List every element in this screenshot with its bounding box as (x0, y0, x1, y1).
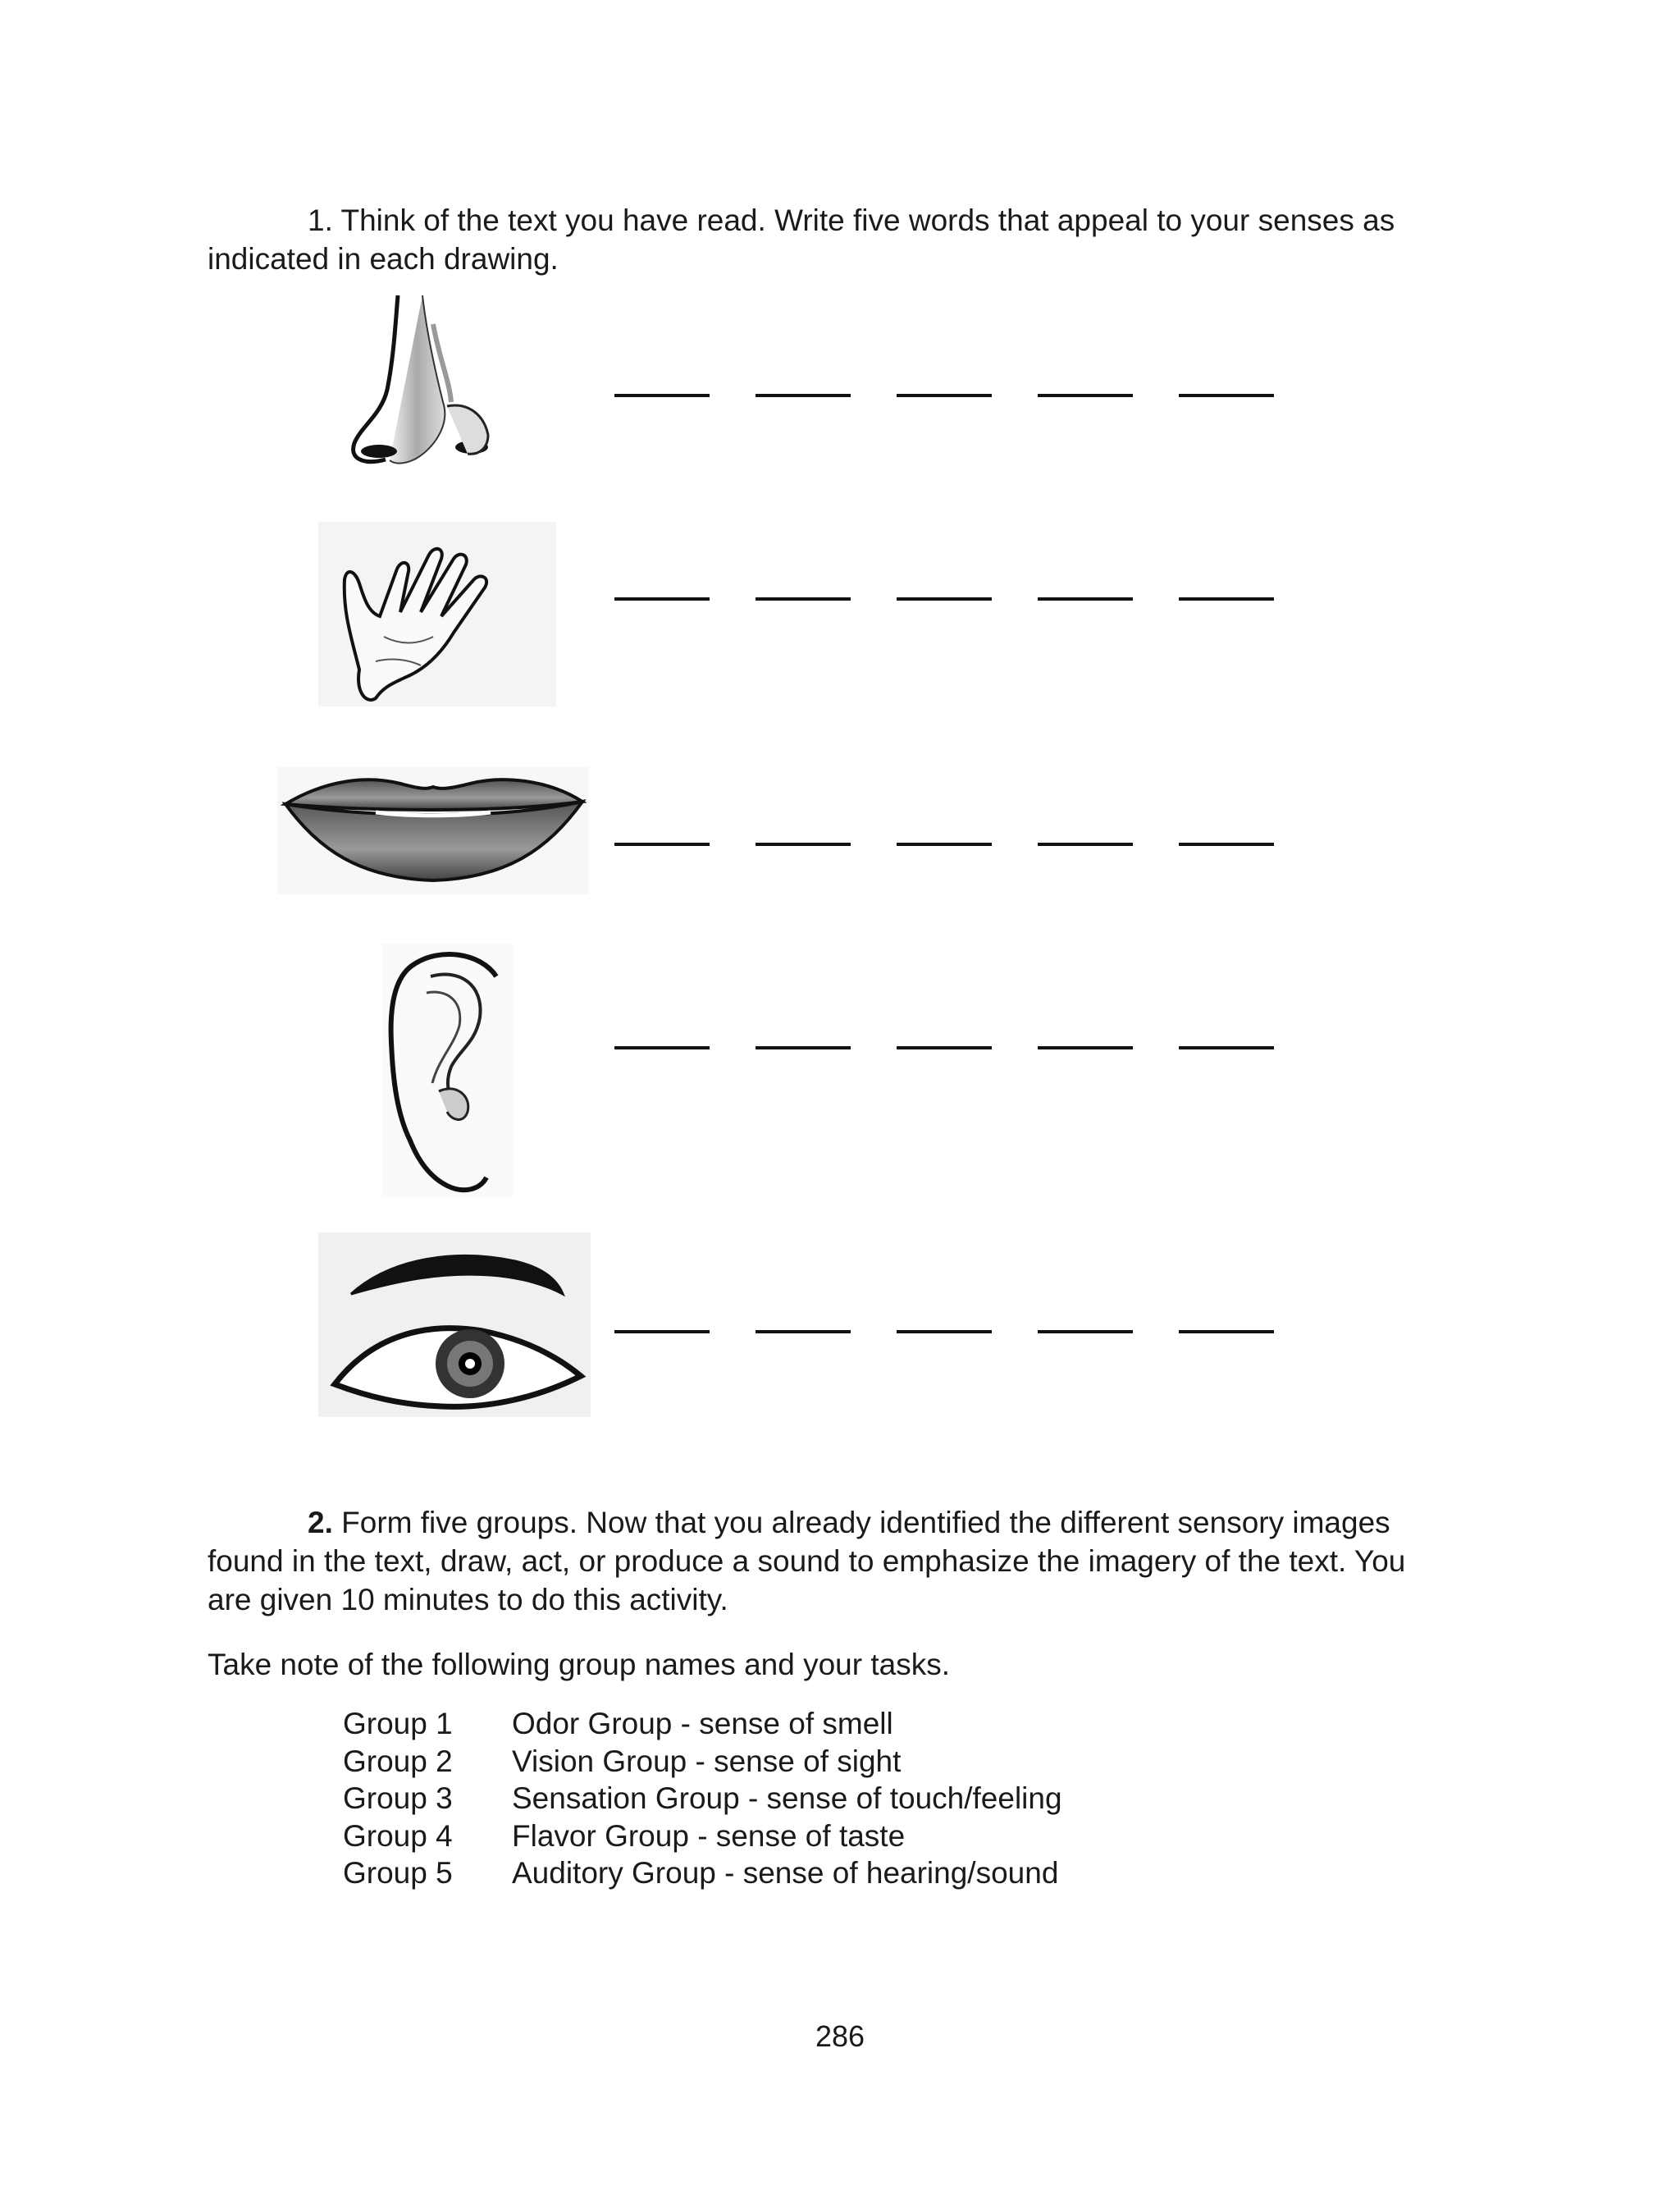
answer-blank[interactable] (897, 843, 992, 846)
group-note: Take note of the following group names and your tasks. (208, 1648, 950, 1681)
answer-blank[interactable] (756, 394, 851, 397)
group-label: Group 3 (343, 1781, 453, 1815)
answer-blank[interactable] (1038, 1330, 1133, 1333)
hand-icon (318, 522, 556, 706)
answer-blank[interactable] (756, 843, 851, 846)
page-number: 286 (815, 2019, 865, 2053)
group-label: Group 5 (343, 1856, 453, 1890)
answer-blank[interactable] (1179, 1046, 1274, 1049)
group-task: Sensation Group - sense of touch/feeling (512, 1781, 1062, 1815)
group-label: Group 4 (343, 1818, 453, 1853)
answer-blank[interactable] (756, 1330, 851, 1333)
answer-blank[interactable] (897, 1046, 992, 1049)
answer-blank[interactable] (756, 1046, 851, 1049)
group-row (343, 1854, 1062, 1892)
answer-blank[interactable] (897, 597, 992, 601)
group-list (343, 1705, 1062, 1892)
group-task: Odor Group - sense of smell (512, 1707, 893, 1740)
group-label: Group 2 (343, 1744, 453, 1778)
activity-1-number: 1. (308, 203, 333, 237)
answer-blank[interactable] (1038, 1046, 1133, 1049)
answer-blank[interactable] (614, 1330, 710, 1333)
answer-blank[interactable] (1179, 394, 1274, 397)
activity-2-instruction (208, 1503, 1422, 1619)
activity-2-text: Form five groups. Now that you already identified the different sensory images found in the text, draw, act, or produce a sound to emphasize the imagery of the text. You are given 10 minutes to do this activity. (208, 1506, 1406, 1616)
group-row (343, 1705, 1062, 1743)
ear-icon (381, 944, 513, 1198)
answer-blank[interactable] (897, 394, 992, 397)
answer-blank[interactable] (614, 597, 710, 601)
answer-blank[interactable] (1179, 597, 1274, 601)
eye-icon (318, 1232, 591, 1417)
group-task: Flavor Group - sense of taste (512, 1818, 906, 1853)
group-task: Auditory Group - sense of hearing/sound (512, 1856, 1059, 1890)
answer-blank[interactable] (614, 394, 710, 397)
nose-icon (336, 291, 500, 480)
lips-icon (277, 767, 589, 894)
answer-blank[interactable] (897, 1330, 992, 1333)
activity-1-instruction (208, 201, 1397, 278)
activity-2-number: 2. (308, 1506, 333, 1539)
activity-1-text: Think of the text you have read. Write five words that appeal to your senses as indicated in each drawing. (208, 203, 1395, 276)
group-task: Vision Group - sense of sight (512, 1744, 902, 1778)
group-row (343, 1743, 1062, 1781)
answer-blank[interactable] (1038, 843, 1133, 846)
group-label: Group 1 (343, 1707, 453, 1740)
answer-blank[interactable] (1179, 843, 1274, 846)
group-row (343, 1780, 1062, 1817)
answer-blank[interactable] (614, 1046, 710, 1049)
answer-blank[interactable] (614, 843, 710, 846)
group-row (343, 1817, 1062, 1855)
answer-blank[interactable] (1038, 394, 1133, 397)
answer-blank[interactable] (1038, 597, 1133, 601)
answer-blank[interactable] (1179, 1330, 1274, 1333)
answer-blank[interactable] (756, 597, 851, 601)
